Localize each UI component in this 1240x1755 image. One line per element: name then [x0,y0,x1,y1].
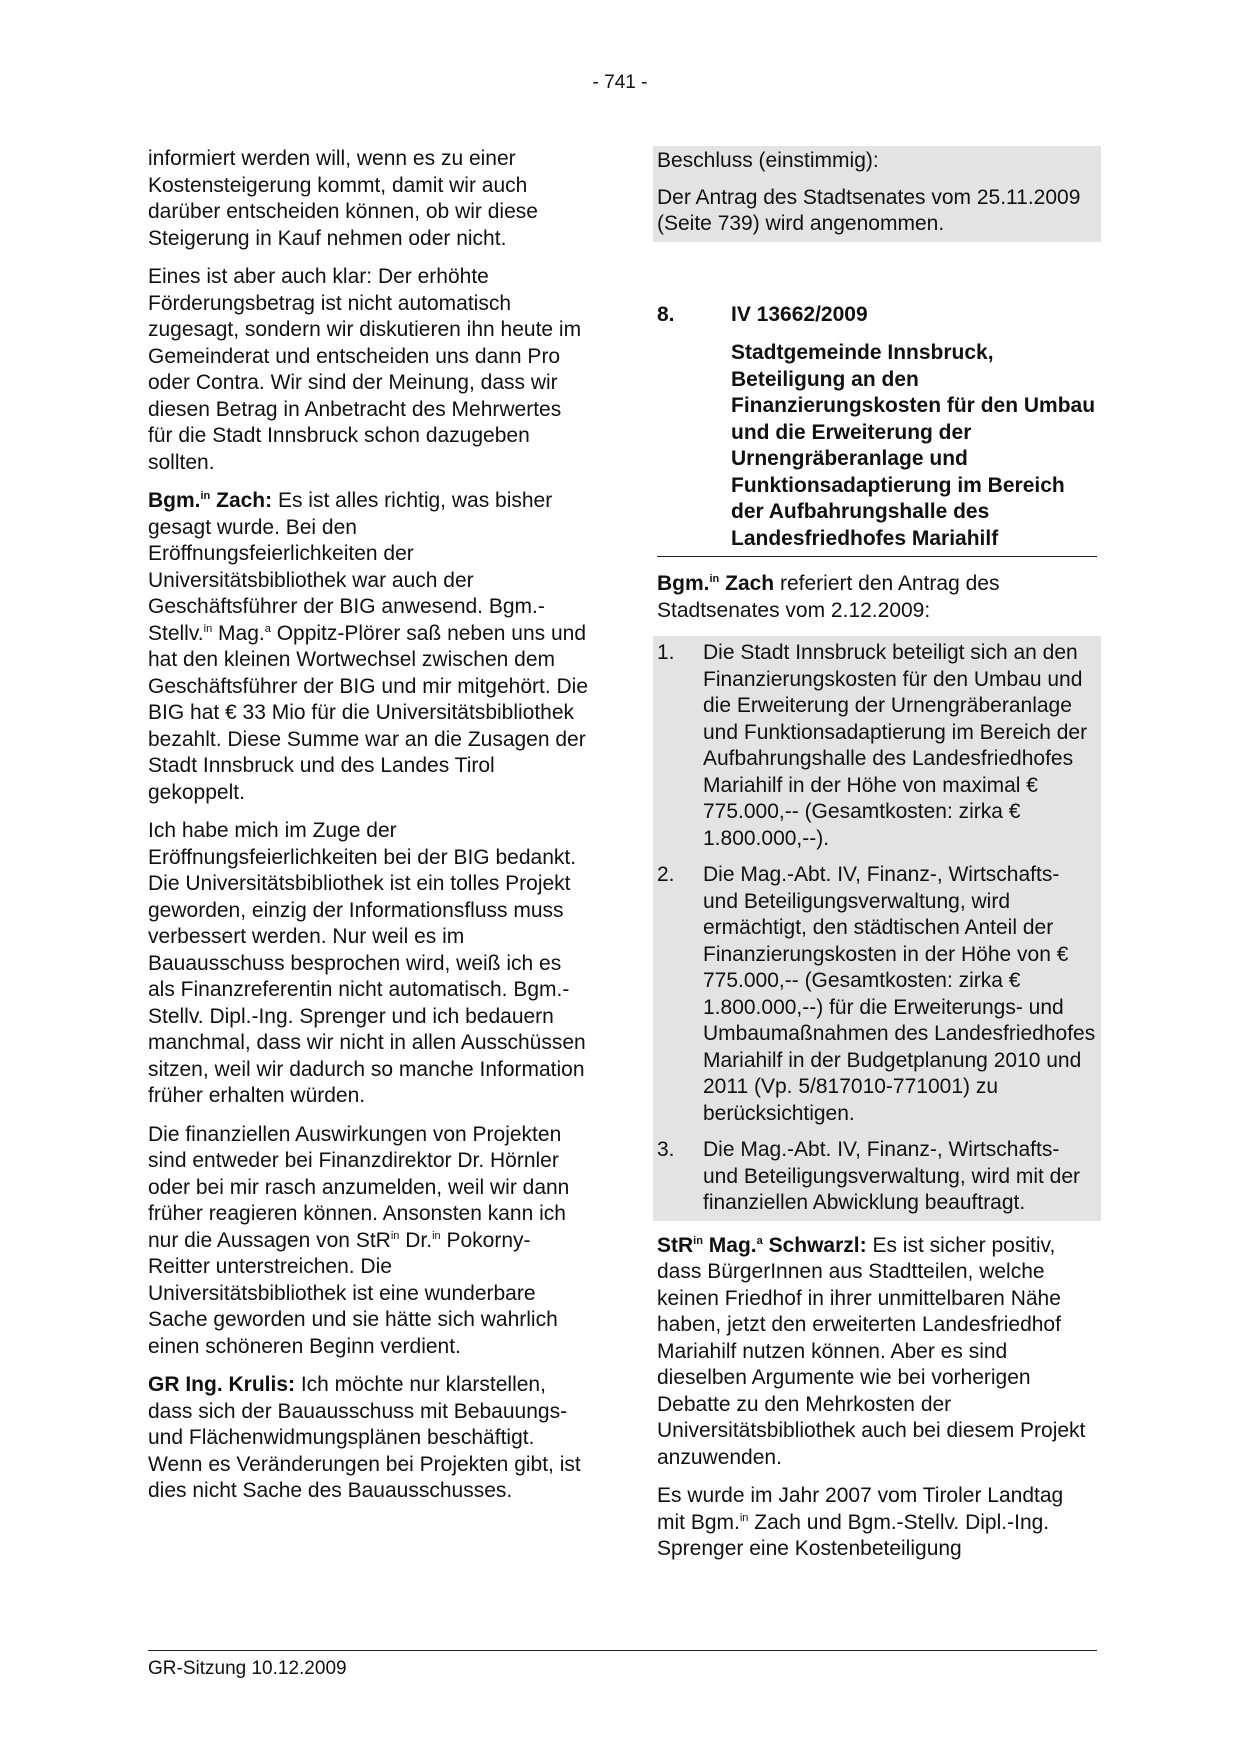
agenda-number: 8. [657,302,675,326]
resolution-label: Beschluss (einstimmig): [657,149,879,172]
speaker-name: Bgm.$^{in}$ Zach [657,572,775,595]
paragraph: informiert werden will, wenn es zu einer Kostensteigerung kommt, damit wir auch darüber entscheiden können, ob wir diese Steigerung in Kauf nehmen oder nicht. [148,147,538,250]
right-column [657,146,1097,1575]
paragraph: Ich habe mich im Zuge der Eröffnungsfeierlichkeiten bei der BIG bedankt. Die Universitätsbibliothek ist ein tolles Projekt geworden, einzig der Informationsfluss muss verbessert werden. Nur weil es im Bauausschuss besprochen wird, weiß ich es als Finanzreferentin nicht automatisch. Bgm.-Stellv. Dipl.-Ing. Sprenger und ich bedauern manchmal, dass wir nicht in allen Ausschüssen sitzen, weil wir dadurch so manche Information früher erhalten würden. [148,819,586,1107]
motion-box [653,636,1101,1221]
footer-divider [148,1650,1097,1651]
paragraph-intro: Bgm.$^{in}$ Zach referiert den Antrag des Stadtsenates vom 2.12.2009: [657,572,1000,622]
paragraph: Die finanziellen Auswirkungen von Projekten sind entweder bei Finanzdirektor Dr. Hörnler oder bei mir rasch anzumelden, weil wir dann früher reagieren können. Ansonsten kann ich nur die Aussagen von StR$^{in}$ Dr.$^{in}$ Pokorny-Reitter unterstreichen. Die Universitätsbibliothek ist eine wunderbare Sache geworden und sie hätte sich wahrlich einen schöneren Beginn verdient. [148,1122,570,1358]
divider [657,556,1097,557]
motion-item: 3. Die Mag.-Abt. IV, Finanz-, Wirtschafts- und Beteiligungsverwaltung, wird mit der finanziellen Abwicklung beauftragt. [657,1138,1081,1214]
motion-item: 2. Die Mag.-Abt. IV, Finanz-, Wirtschafts- und Beteiligungsverwaltung, wird ermächtigt, den städtischen Anteil der Finanzierungskosten in der Höhe von € 775.000,-- (Gesamtkosten: zirka € 1.800.000,--) für die Erweiterungs- und Umbaumaßnahmen des Landesfriedhofes Mariahilf in der Budgetplanung 2010 und 2011 (Vp. 5/817010-771001) zu berücksichtigen. [657,863,1096,1125]
speaker-name: Bgm.$^{in}$ Zach: [148,489,273,512]
agenda-item [657,302,1097,557]
motion-item: 1. Die Stadt Innsbruck beteiligt sich an den Finanzierungskosten für den Umbau und die Erweiterung der Urnengräberanlage und Funktionsadaptierung im Bereich der Aufbahrungshalle des Landesfriedhofes Mariahilf in der Höhe von maximal € 775.000,-- (Gesamtkosten: zirka € 1.800.000,--). [657,641,1088,850]
speaker-name: GR Ing. Krulis: [148,1373,295,1396]
speaker-name: StR$^{in}$ Mag.$^a$ Schwarzl: [657,1233,867,1257]
resolution-box [653,146,1101,242]
left-column [148,146,588,1517]
agenda-reference: IV 13662/2009 [731,302,868,326]
page-number: - 741 - [592,72,648,93]
paragraph: Eines ist aber auch klar: Der erhöhte Förderungsbetrag ist nicht automatisch zugesagt, sondern wir diskutieren ihn heute im Gemeinderat und entscheiden uns dann Pro oder Contra. Wir sind der Meinung, dass wir diesen Betrag in Anbetracht des Mehrwertes für die Stadt Innsbruck schon dazugeben sollten. [148,265,582,474]
paragraph-schwarzl: StR$^{in}$ Mag.$^a$ Schwarzl: Es ist sicher positiv, dass BürgerInnen aus Stadtteilen, welche keinen Friedhof in ihrer unmittelbaren Nähe haben, jetzt den erweiterten Landesfriedhof Mariahilf nutzen können. Aber es sind dieselben Argumente wie bei vorherigen Debatte zu den Mehrkosten der Universitätsbibliothek auch bei diesem Projekt anzuwenden. [657,1233,1086,1469]
agenda-title: Stadtgemeinde Innsbruck, Beteiligung an den Finanzierungskosten für den Umbau und die Erweiterung der Urnengräberanlage und Funktionsadaptierung im Bereich der Aufbahrungshalle des Landesfriedhofes Mariahilf [731,341,1096,550]
paragraph-zach: Bgm.$^{in}$ Zach: Es ist alles richtig, was bisher gesagt wurde. Bei den Eröffnungsfeierlichkeiten der Universitätsbibliothek war auch der Geschäftsführer der BIG anwesend. Bgm.-Stellv.$^{in}$ Mag.$^a$ Oppitz-Plörer saß neben uns und hat den kleinen Wortwechsel zwischen dem Geschäftsführer der BIG und mir mitgehört. Die BIG hat € 33 Mio für die Universitätsbibliothek bezahlt. Diese Summe war an die Zusagen der Stadt Innsbruck und des Landes Tirol gekoppelt. [148,489,589,804]
footer-text: GR-Sitzung 10.12.2009 [148,1658,347,1679]
paragraph-krulis: GR Ing. Krulis: Ich möchte nur klarstellen, dass sich der Bauausschuss mit Bebauungs- und Flächenwidmungsplänen beschäftigt. Wenn es Veränderungen bei Projekten gibt, ist dies nicht Sache des Bauausschusses. [148,1373,581,1502]
paragraph: Es wurde im Jahr 2007 vom Tiroler Landtag mit Bgm.$^{in}$ Zach und Bgm.-Stellv. Dipl.-Ing. Sprenger eine Kostenbeteiligung [657,1484,1064,1560]
resolution-text: Der Antrag des Stadtsenates vom 25.11.2009 (Seite 739) wird angenommen. [657,185,1081,235]
